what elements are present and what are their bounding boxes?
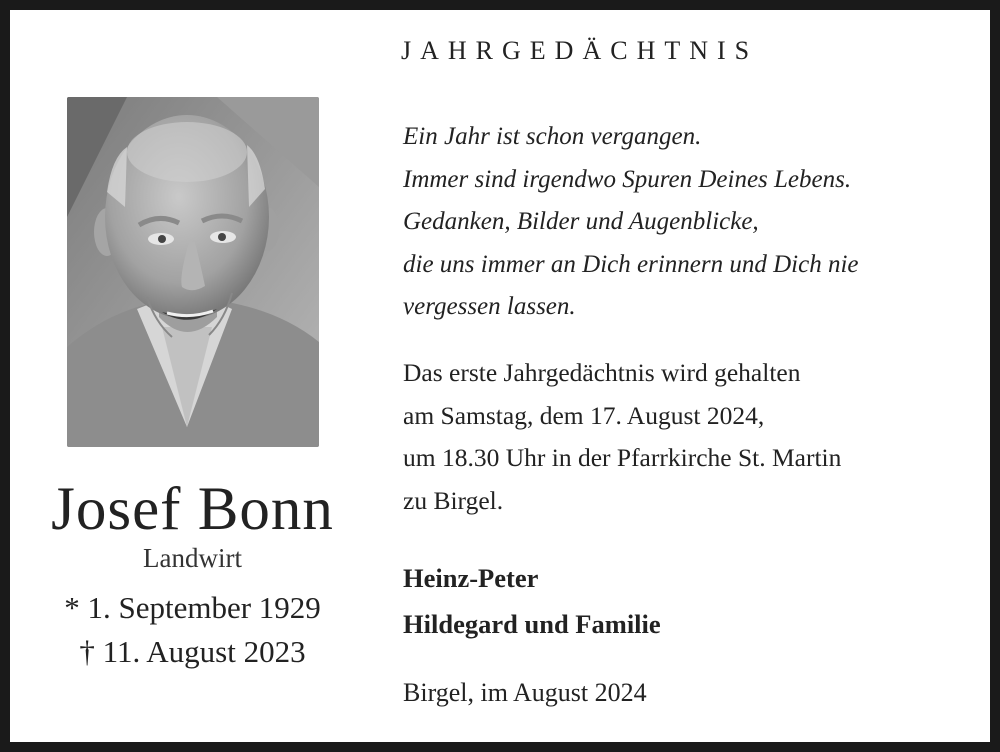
signer-line: Heinz-Peter bbox=[403, 563, 539, 593]
poem-line: Ein Jahr ist schon vergangen. bbox=[403, 123, 702, 150]
poem-line: Gedanken, Bilder und Augenblicke, bbox=[403, 208, 759, 235]
announcement-line: am Samstag, dem 17. August 2024, bbox=[403, 400, 765, 430]
deceased-name: Josef Bonn bbox=[51, 476, 334, 543]
service-announcement bbox=[403, 352, 841, 522]
poem-line: die uns immer an Dich erinnern und Dich nie bbox=[403, 250, 859, 278]
announcement-line: um 18.30 Uhr in der Pfarrkirche St. Martin bbox=[403, 443, 842, 472]
poem-line: Immer sind irgendwo Spuren Deines Lebens. bbox=[403, 165, 852, 193]
notice-heading: JAHRGEDÄCHTNIS bbox=[401, 36, 759, 65]
announcement-line: Das erste Jahrgedächtnis wird gehalten bbox=[403, 358, 801, 387]
poem-line: vergessen lassen. bbox=[403, 293, 576, 320]
poem bbox=[403, 116, 858, 329]
death-date: † 11. August 2023 bbox=[79, 634, 306, 669]
announcement-line: zu Birgel. bbox=[403, 485, 504, 515]
signers bbox=[403, 555, 661, 647]
portrait-photo bbox=[67, 97, 319, 447]
birth-date: * 1. September 1929 bbox=[64, 590, 321, 625]
place-date: Birgel, im August 2024 bbox=[403, 678, 647, 707]
deceased-occupation: Landwirt bbox=[143, 543, 242, 573]
memorial-card bbox=[10, 10, 990, 742]
signer-line: Hildegard und Familie bbox=[403, 609, 661, 639]
